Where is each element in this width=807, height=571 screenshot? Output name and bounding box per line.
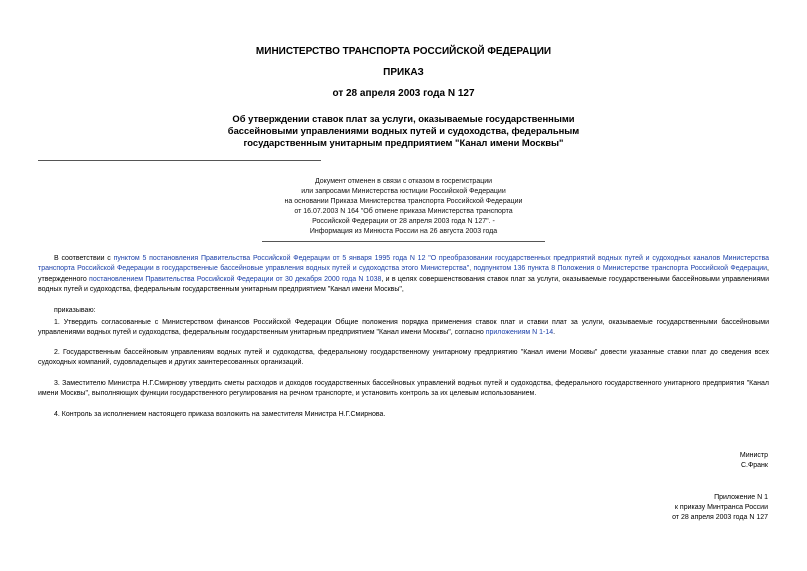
order-word: приказываю: (54, 307, 96, 314)
document-type: ПРИКАЗ (383, 67, 424, 78)
notice-line-4: от 16.07.2003 N 164 "Об отмене приказа Министерства транспорта (294, 208, 513, 215)
notice-line-1: Документ отменен в связи с отказом в госрегистрации (314, 178, 493, 185)
preamble-link-decree-1038[interactable]: постановлением Правительства Российской Федерации от 30 декабря 2000 года N 1038 (89, 275, 382, 283)
title-line-1: Об утверждении ставок плат за услуги, оказываемые государственными (232, 113, 575, 124)
preamble-paragraph (38, 254, 769, 296)
order-item-3: 3. Заместителю Министра Н.Г.Смирнову утвердить сметы расходов и доходов государственных бассейновых управлений водных путей и судоходства, федерального государственного унитарного предприятия "Канал имени Москвы", выполняющих функции государственного регулирования на речном транспорте, и установить контроль за их целевым использованием. (38, 380, 769, 398)
preamble-text-3: , и в целях совершенствования ставок плат за услуги, оказываемые государственными бассейновыми управлениями водных путей и судоходства, федеральным государственным унитарным предприятием "Канал имени Москвы", (38, 275, 770, 294)
notice-line-5: Российской Федерации от 28 апреля 2003 года N 127". - (312, 218, 495, 225)
notice-line-2: или запросами Министерства юстиции Российской Федерации (301, 188, 506, 195)
preamble-text-1: В соответствии с (54, 255, 114, 262)
appendix-line-3: от 28 апреля 2003 года N 127 (672, 514, 768, 521)
preamble-text-2: , утвержденного (38, 265, 769, 283)
title-divider (38, 160, 321, 161)
item1-text-end: . (553, 329, 556, 337)
appendix-line-1: Приложение N 1 (714, 494, 768, 501)
title-line-3: государственным унитарным предприятием "Канал имени Москвы" (243, 137, 564, 148)
signature-name: С.Франк (740, 462, 768, 469)
order-item-4: 4. Контроль за исполнением настоящего приказа возложить на заместителя Министра Н.Г.Смирнова. (54, 411, 386, 418)
item1-text: 1. Утвердить согласованные с Министерством финансов Российской Федерации Общие положения порядка применения ставок плат и ставки плат за услуги, оказываемые государственными бассейновыми управлениями водных путей и судоходства, федеральным государственным унитарным предприятием "Канал имени Москвы", согласно (38, 319, 769, 337)
signature-position: Министр (739, 452, 768, 459)
order-item-1 (38, 318, 769, 339)
ministry-name: МИНИСТЕРСТВО ТРАНСПОРТА РОССИЙСКОЙ ФЕДЕРАЦИИ (255, 46, 552, 57)
order-item-2: 2. Государственным бассейновым управлениям водных путей и судоходства, федеральному государственному унитарному предприятию "Канал имени Москвы" довести указанные ставки плат до сведения всех судоходных компаний, судовладельцев и других заинтересованных организаций. (38, 349, 769, 367)
notice-line-3: на основании Приказа Министерства транспорта Российской Федерации (284, 198, 523, 205)
appendices-link[interactable]: приложениям N 1-14 (485, 329, 554, 337)
notice-line-6: Информация из Минюста России на 26 августа 2003 года (309, 228, 498, 235)
appendix-line-2: к приказу Минтранса России (674, 504, 768, 511)
preamble-link-decree-12[interactable]: пунктом 5 постановления Правительства Российской Федерации от 5 января 1995 года N 12 "О преобразовании государственных предприятий водных путей и судоходных каналов Министерства транспорта Российской Федерации в государственные бассейновые управления водных путей и судоходства этого Министерства", подпунктом 136 пункта 8 Положения о Министерстве транспорта Российской Федерации (38, 255, 769, 273)
document-date-number: от 28 апреля 2003 года N 127 (332, 88, 475, 99)
notice-divider (262, 241, 545, 242)
title-line-2: бассейновыми управлениями водных путей и судоходства, федеральным (227, 125, 580, 136)
